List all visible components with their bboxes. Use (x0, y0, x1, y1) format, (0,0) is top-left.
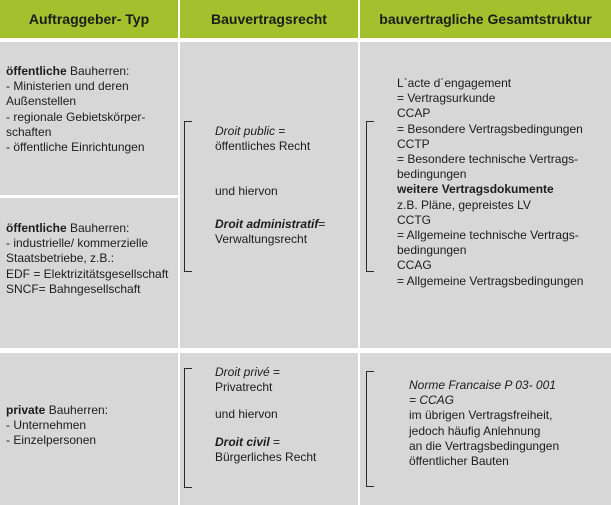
bracket-private-law (184, 368, 192, 488)
client-private-lead-bold: private (6, 403, 46, 417)
client-public-1-lead-bold: öffentliche (6, 64, 67, 78)
structure-private-line: an die Vertragsbedingungen (409, 438, 560, 453)
structure-private-text (409, 378, 559, 469)
client-public-2-text (6, 221, 168, 297)
structure-private-italic-line: Norme Francaise P 03- 001 (409, 378, 556, 392)
structure-private-italic-line: = CCAG (409, 393, 455, 408)
client-public-1-line: - öffentliche Einrichtungen (6, 140, 145, 155)
header-contract-law (180, 0, 358, 38)
client-public-2-line: - industrielle/ kommerzielle (6, 236, 149, 251)
client-public-1-line: schaften (6, 124, 52, 139)
structure-public-bold-line: weitere Vertragsdokumente (397, 182, 554, 197)
structure-public-line: = Allgemeine Vertragsbedingungen (397, 273, 584, 288)
structure-public-line: z.B. Pläne, gepreistes LV (397, 197, 531, 212)
structure-public-line: CCAG (397, 258, 432, 273)
law-public-term1: Droit public (215, 124, 276, 138)
law-public-term2: Droit administratif (215, 216, 319, 231)
law-private-term1-translation: Privatrecht (215, 380, 273, 395)
law-public-term2-translation: Verwaltungsrecht (215, 231, 308, 246)
law-private-term2-suffix: = (269, 434, 281, 449)
structure-public-line: CCTP (397, 136, 430, 151)
client-public-1-line: - Ministerien und deren (6, 79, 129, 94)
law-public-term1-suffix: = (275, 124, 286, 138)
header-overall-structure-label: bauvertragliche Gesamtstruktur (379, 11, 592, 27)
law-private-term1-suffix: = (269, 365, 281, 379)
structure-public-line: bedingungen (397, 167, 467, 182)
client-public-1-lead-rest: Bauherren: (66, 64, 130, 78)
law-public-connector: und hiervon (215, 184, 278, 199)
structure-public-line: bedingungen (397, 243, 467, 258)
client-public-2-lead-bold: öffentliche (6, 221, 67, 235)
law-private-text (215, 365, 316, 465)
structure-private-line: öffentlicher Bauten (409, 454, 509, 469)
law-private-term2: Droit civil (215, 434, 270, 449)
bracket-structure-public (366, 121, 374, 272)
client-private-text (6, 403, 108, 449)
client-public-2-line: EDF = Elektrizitätsgesellschaft (6, 266, 169, 281)
structure-private-line: im übrigen Vertragsfreiheit, (409, 408, 553, 423)
structure-public-line: = Vertragsurkunde (397, 91, 496, 106)
client-private-line: - Einzelpersonen (6, 433, 97, 448)
structure-public-line: = Besondere technische Vertrags- (397, 152, 579, 167)
law-private-term1: Droit privé (215, 365, 270, 379)
header-contract-law-label: Bauvertragsrecht (211, 11, 327, 27)
structure-public-line: CCTG (397, 212, 431, 227)
client-private-lead-rest: Bauherren: (45, 403, 109, 417)
structure-private-line: jedoch häufig Anlehnung (409, 423, 541, 438)
client-public-2-line: SNCF= Bahngesellschaft (6, 281, 141, 296)
header-overall-structure (360, 0, 611, 38)
law-public-term1-translation: öffentliches Recht (215, 139, 311, 154)
client-public-2-lead-rest: Bauherren: (66, 221, 130, 235)
client-public-1-line: Außenstellen (6, 94, 77, 109)
law-private-connector: und hiervon (215, 407, 278, 422)
client-public-2-line: Staatsbetriebe, z.B.: (6, 251, 115, 266)
header-client-type (0, 0, 178, 38)
structure-public-line: = Besondere Vertragsbedingungen (397, 121, 583, 136)
structure-public-line: L`acte d´engagement (397, 76, 512, 90)
client-private-line: - Unternehmen (6, 418, 87, 433)
client-public-1-text (6, 64, 145, 155)
law-public-term2-suffix: = (318, 216, 326, 231)
structure-public-line: = Allgemeine technische Vertrags- (397, 228, 579, 243)
structure-public-line: CCAP (397, 106, 431, 121)
structure-public-text (397, 76, 583, 289)
header-client-type-label: Auftraggeber- Typ (28, 11, 150, 27)
bracket-public-law (184, 121, 192, 272)
bracket-structure-private (366, 371, 374, 487)
client-public-1-line: - regionale Gebietskörper- (6, 109, 146, 124)
law-private-term2-translation: Bürgerliches Recht (215, 449, 317, 464)
law-public-text (215, 124, 325, 247)
